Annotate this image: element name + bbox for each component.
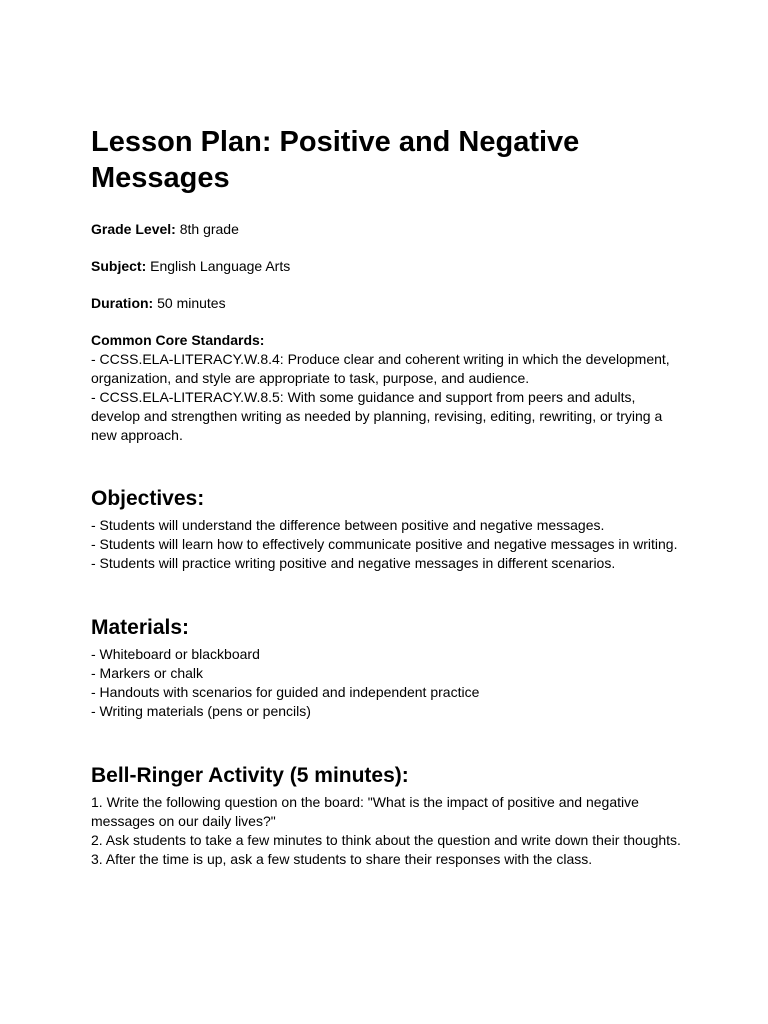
grade-level-label: Grade Level: xyxy=(91,221,176,237)
objective-item: - Students will understand the difference between positive and negative messages. xyxy=(91,517,605,533)
standards-line: new approach. xyxy=(91,427,183,443)
material-item: - Handouts with scenarios for guided and independent practice xyxy=(91,684,480,700)
bell-ringer-step: 1. Write the following question on the board: "What is the impact of positive and negative xyxy=(91,794,639,810)
duration-label: Duration: xyxy=(91,295,154,311)
bell-ringer-section xyxy=(91,763,691,869)
objective-item: - Students will practice writing positive and negative messages in different scenarios. xyxy=(91,555,616,571)
common-core-standards xyxy=(91,331,691,445)
subject-value: English Language Arts xyxy=(146,258,291,274)
materials-section xyxy=(91,615,691,721)
material-item: - Markers or chalk xyxy=(91,665,204,681)
objectives-heading: Objectives: xyxy=(91,487,205,510)
lesson-plan-document xyxy=(91,124,691,869)
standards-line: - CCSS.ELA-LITERACY.W.8.5: With some guidance and support from peers and adults, xyxy=(91,389,636,405)
subject xyxy=(91,257,691,276)
page-title: Lesson Plan: Positive and Negative Messages xyxy=(91,126,580,194)
grade-level xyxy=(91,220,691,239)
materials-heading: Materials: xyxy=(91,616,190,639)
bell-ringer-step: messages on our daily lives?" xyxy=(91,813,276,829)
grade-level-value: 8th grade xyxy=(175,221,239,237)
standards-label: Common Core Standards: xyxy=(91,332,265,348)
standards-line: develop and strengthen writing as needed by planning, revising, editing, rewriting, or trying a xyxy=(91,408,663,424)
bell-ringer-step: 2. Ask students to take a few minutes to think about the question and write down their thoughts. xyxy=(91,832,681,848)
material-item: - Writing materials (pens or pencils) xyxy=(91,703,311,719)
duration-value: 50 minutes xyxy=(153,295,226,311)
objectives-section xyxy=(91,486,691,573)
standards-line: organization, and style are appropriate to task, purpose, and audience. xyxy=(91,370,530,386)
bell-ringer-step: 3. After the time is up, ask a few students to share their responses with the class. xyxy=(91,851,593,867)
duration xyxy=(91,294,691,313)
subject-label: Subject: xyxy=(91,258,147,274)
objective-item: - Students will learn how to effectively communicate positive and negative messages in writing. xyxy=(91,536,678,552)
material-item: - Whiteboard or blackboard xyxy=(91,646,260,662)
standards-line: - CCSS.ELA-LITERACY.W.8.4: Produce clear and coherent writing in which the development, xyxy=(91,351,670,367)
bell-ringer-heading: Bell-Ringer Activity (5 minutes): xyxy=(91,764,409,787)
